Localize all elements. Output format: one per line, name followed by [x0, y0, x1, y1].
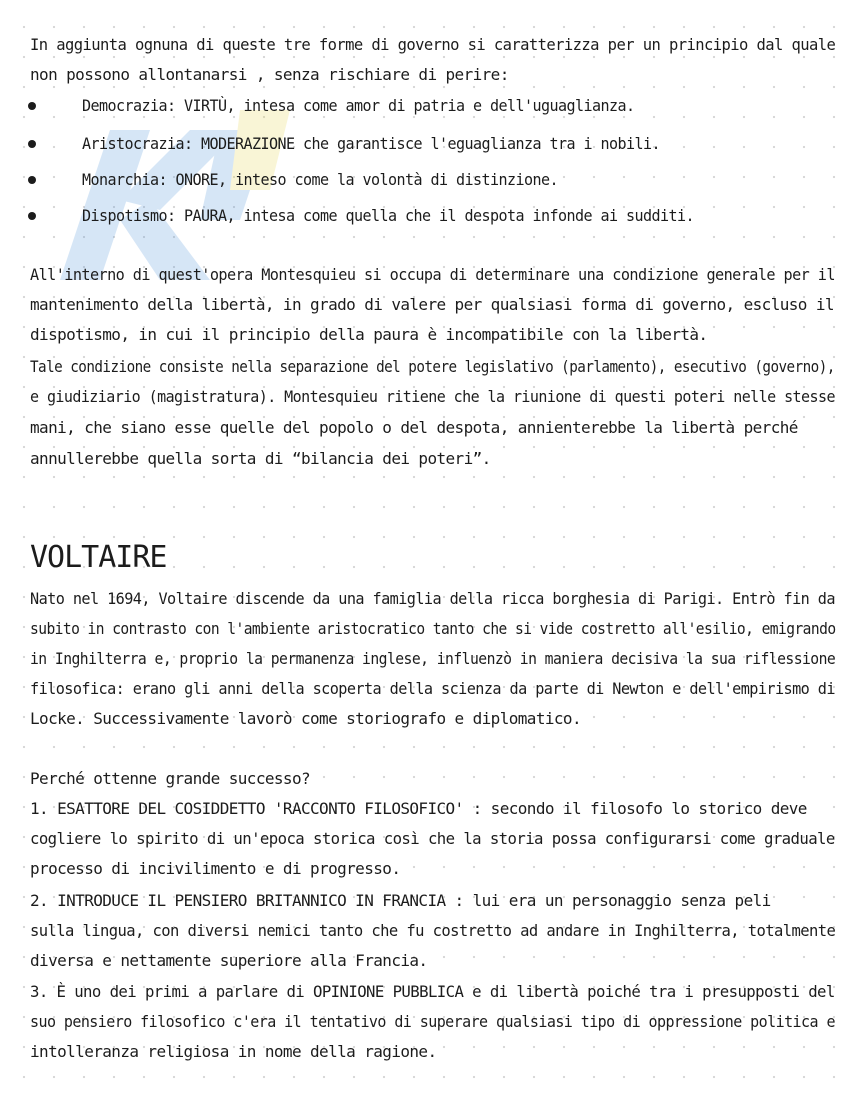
- form-item-monarchia: Monarchia: ONORE, inteso come la volontà di distinzione.: [82, 170, 558, 189]
- success-question: Perché ottenne grande successo?: [30, 769, 311, 788]
- montesquieu-line: mani, che siano esse quelle del popolo o del despota, annienterebbe la libertà perché: [30, 418, 798, 437]
- reason-line: 2. INTRODUCE IL PENSIERO BRITANNICO IN FRANCIA : lui era un personaggio senza peli: [30, 891, 771, 910]
- section-heading-voltaire: VOLTAIRE: [30, 540, 167, 575]
- bullet-icon: [28, 102, 36, 110]
- reason-line: intolleranza religiosa in nome della ragione.: [30, 1042, 437, 1061]
- montesquieu-line: Tale condizione consiste nella separazione del potere legislativo (parlamento), esecutivo (governo),: [30, 357, 835, 376]
- montesquieu-line: All'interno di quest'opera Montesquieu si occupa di determinare una condizione generale per il: [30, 265, 835, 284]
- form-item-aristocrazia: Aristocrazia: MODERAZIONE che garantisce l'eguaglianza tra i nobili.: [82, 134, 660, 153]
- reason-line: sulla lingua, con diversi nemici tanto che fu costretto ad andare in Inghilterra, totalmente: [30, 921, 836, 940]
- reason-line: processo di incivilimento e di progresso.: [30, 859, 401, 878]
- montesquieu-line: annullerebbe quella sorta di “bilancia dei poteri”.: [30, 449, 491, 468]
- montesquieu-line: dispotismo, in cui il principio della paura è incompatibile con la libertà.: [30, 325, 708, 344]
- reason-line: suo pensiero filosofico c'era il tentativo di superare qualsiasi tipo di oppressione politica e: [30, 1012, 835, 1031]
- montesquieu-line: mantenimento della libertà, in grado di valere per qualsiasi forma di governo, escluso il: [30, 295, 834, 314]
- form-item-democrazia: Democrazia: VIRTÙ, intesa come amor di patria e dell'uguaglianza.: [82, 96, 635, 115]
- reason-line: 1. ESATTORE DEL COSIDDETTO 'RACCONTO FILOSOFICO' : secondo il filosofo lo storico deve: [30, 799, 807, 818]
- voltaire-bio-line: in Inghilterra e, proprio la permanenza inglese, influenzò in maniera decisiva la sua riflessione: [30, 649, 836, 668]
- voltaire-bio-line: Locke. Successivamente lavorò come storiografo e diplomatico.: [30, 709, 582, 728]
- voltaire-bio-line: filosofica: erano gli anni della scoperta della scienza da parte di Newton e dell'empirismo di: [30, 679, 835, 698]
- bullet-icon: [28, 212, 36, 220]
- montesquieu-line: e giudiziario (magistratura). Montesquieu ritiene che la riunione di questi poteri nelle stesse: [30, 387, 835, 406]
- intro-line: In aggiunta ognuna di queste tre forme di governo si caratterizza per un principio dal quale: [30, 35, 836, 54]
- intro-line: non possono allontanarsi , senza rischiare di perire:: [30, 65, 509, 84]
- reason-line: 3. È uno dei primi a parlare di OPINIONE PUBBLICA e di libertà poiché tra i presupposti del: [30, 982, 835, 1001]
- bullet-icon: [28, 176, 36, 184]
- voltaire-bio-line: Nato nel 1694, Voltaire discende da una famiglia della ricca borghesia di Parigi. Entrò fin da: [30, 589, 835, 608]
- bullet-icon: [28, 140, 36, 148]
- form-item-dispotismo: Dispotismo: PAURA, intesa come quella che il despota infonde ai sudditi.: [82, 206, 695, 225]
- reason-line: diversa e nettamente superiore alla Francia.: [30, 951, 428, 970]
- reason-line: cogliere lo spirito di un'epoca storica così che la storia possa configurarsi come graduale: [30, 829, 835, 848]
- voltaire-bio-line: subito in contrasto con l'ambiente aristocratico tanto che si vide costretto all'esilio, emigrando: [30, 619, 836, 638]
